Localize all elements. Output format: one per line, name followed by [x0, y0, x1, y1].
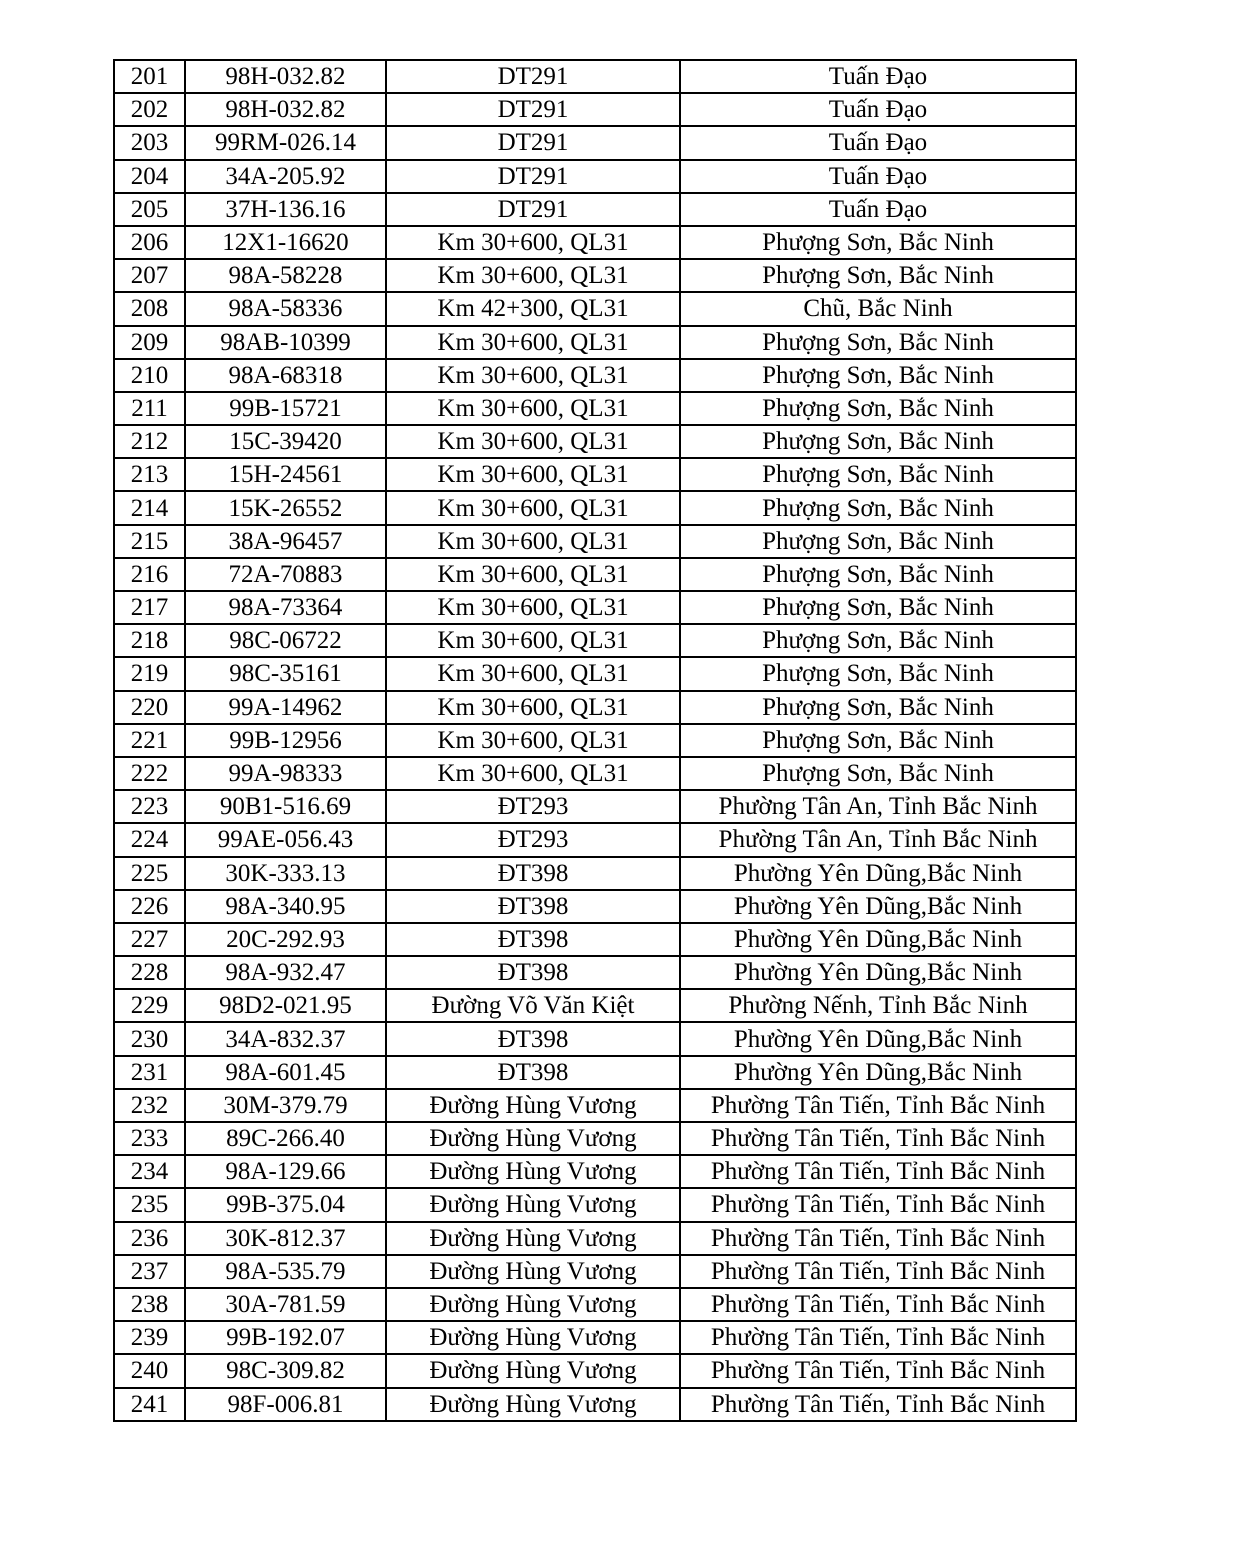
- road-location-cell: Đường Hùng Vương: [386, 1222, 680, 1255]
- license-plate-cell: 98A-58336: [185, 292, 386, 325]
- road-location-cell: Km 30+600, QL31: [386, 491, 680, 524]
- area-cell: Phường Tân Tiến, Tỉnh Bắc Ninh: [680, 1255, 1076, 1288]
- row-number-cell: 217: [114, 591, 185, 624]
- license-plate-cell: 98A-73364: [185, 591, 386, 624]
- table-row: [114, 292, 1076, 325]
- license-plate-cell: 30K-333.13: [185, 857, 386, 890]
- area-cell: Phượng Sơn, Bắc Ninh: [680, 491, 1076, 524]
- row-number-cell: 227: [114, 923, 185, 956]
- license-plate-cell: 98F-006.81: [185, 1388, 386, 1421]
- table-row: [114, 956, 1076, 989]
- area-cell: Phường Tân An, Tỉnh Bắc Ninh: [680, 790, 1076, 823]
- road-location-cell: DT291: [386, 93, 680, 126]
- table-row: [114, 1388, 1076, 1421]
- row-number-cell: 238: [114, 1288, 185, 1321]
- road-location-cell: ĐT293: [386, 790, 680, 823]
- table-row: [114, 491, 1076, 524]
- row-number-cell: 210: [114, 359, 185, 392]
- row-number-cell: 224: [114, 823, 185, 856]
- area-cell: Phường Tân Tiến, Tỉnh Bắc Ninh: [680, 1321, 1076, 1354]
- table-row: [114, 1354, 1076, 1387]
- violation-table: [113, 59, 1077, 1422]
- area-cell: Phường Tân Tiến, Tỉnh Bắc Ninh: [680, 1188, 1076, 1221]
- row-number-cell: 205: [114, 193, 185, 226]
- table-row: [114, 1022, 1076, 1055]
- license-plate-cell: 99B-375.04: [185, 1188, 386, 1221]
- row-number-cell: 203: [114, 126, 185, 159]
- table-row: [114, 757, 1076, 790]
- license-plate-cell: 98A-340.95: [185, 890, 386, 923]
- table-row: [114, 160, 1076, 193]
- area-cell: Phường Tân Tiến, Tỉnh Bắc Ninh: [680, 1155, 1076, 1188]
- area-cell: Phường Yên Dũng,Bắc Ninh: [680, 956, 1076, 989]
- row-number-cell: 218: [114, 624, 185, 657]
- license-plate-cell: 90B1-516.69: [185, 790, 386, 823]
- area-cell: Tuấn Đạo: [680, 160, 1076, 193]
- table-row: [114, 857, 1076, 890]
- road-location-cell: Đường Hùng Vương: [386, 1089, 680, 1122]
- road-location-cell: ĐT398: [386, 890, 680, 923]
- area-cell: Phượng Sơn, Bắc Ninh: [680, 425, 1076, 458]
- road-location-cell: Km 30+600, QL31: [386, 326, 680, 359]
- license-plate-cell: 15C-39420: [185, 425, 386, 458]
- row-number-cell: 233: [114, 1122, 185, 1155]
- row-number-cell: 225: [114, 857, 185, 890]
- row-number-cell: 234: [114, 1155, 185, 1188]
- area-cell: Phượng Sơn, Bắc Ninh: [680, 392, 1076, 425]
- area-cell: Phượng Sơn, Bắc Ninh: [680, 558, 1076, 591]
- table-row: [114, 591, 1076, 624]
- area-cell: Phường Tân An, Tỉnh Bắc Ninh: [680, 823, 1076, 856]
- area-cell: Phượng Sơn, Bắc Ninh: [680, 525, 1076, 558]
- road-location-cell: DT291: [386, 60, 680, 93]
- road-location-cell: ĐT398: [386, 956, 680, 989]
- table-row: [114, 890, 1076, 923]
- area-cell: Phường Yên Dũng,Bắc Ninh: [680, 890, 1076, 923]
- area-cell: Phường Yên Dũng,Bắc Ninh: [680, 1022, 1076, 1055]
- row-number-cell: 241: [114, 1388, 185, 1421]
- area-cell: Phường Nếnh, Tỉnh Bắc Ninh: [680, 989, 1076, 1022]
- table-row: [114, 1155, 1076, 1188]
- license-plate-cell: 98H-032.82: [185, 93, 386, 126]
- license-plate-cell: 30M-379.79: [185, 1089, 386, 1122]
- license-plate-cell: 15K-26552: [185, 491, 386, 524]
- road-location-cell: ĐT398: [386, 1056, 680, 1089]
- license-plate-cell: 89C-266.40: [185, 1122, 386, 1155]
- table-row: [114, 558, 1076, 591]
- license-plate-cell: 12X1-16620: [185, 226, 386, 259]
- table-row: [114, 790, 1076, 823]
- road-location-cell: ĐT398: [386, 857, 680, 890]
- table-row: [114, 1188, 1076, 1221]
- road-location-cell: ĐT398: [386, 923, 680, 956]
- area-cell: Tuấn Đạo: [680, 93, 1076, 126]
- table-row: [114, 1255, 1076, 1288]
- license-plate-cell: 99AE-056.43: [185, 823, 386, 856]
- area-cell: Phượng Sơn, Bắc Ninh: [680, 458, 1076, 491]
- license-plate-cell: 99B-192.07: [185, 1321, 386, 1354]
- road-location-cell: DT291: [386, 193, 680, 226]
- license-plate-cell: 98C-309.82: [185, 1354, 386, 1387]
- area-cell: Phượng Sơn, Bắc Ninh: [680, 724, 1076, 757]
- road-location-cell: Km 30+600, QL31: [386, 425, 680, 458]
- area-cell: Phượng Sơn, Bắc Ninh: [680, 226, 1076, 259]
- road-location-cell: DT291: [386, 160, 680, 193]
- license-plate-cell: 98A-58228: [185, 259, 386, 292]
- area-cell: Phượng Sơn, Bắc Ninh: [680, 591, 1076, 624]
- row-number-cell: 209: [114, 326, 185, 359]
- table-row: [114, 1222, 1076, 1255]
- table-row: [114, 392, 1076, 425]
- license-plate-cell: 99B-12956: [185, 724, 386, 757]
- road-location-cell: Km 30+600, QL31: [386, 591, 680, 624]
- road-location-cell: Km 30+600, QL31: [386, 691, 680, 724]
- row-number-cell: 213: [114, 458, 185, 491]
- table-row: [114, 989, 1076, 1022]
- area-cell: Phường Yên Dũng,Bắc Ninh: [680, 1056, 1076, 1089]
- license-plate-cell: 99A-98333: [185, 757, 386, 790]
- road-location-cell: Km 30+600, QL31: [386, 226, 680, 259]
- area-cell: Phượng Sơn, Bắc Ninh: [680, 359, 1076, 392]
- row-number-cell: 212: [114, 425, 185, 458]
- road-location-cell: Đường Hùng Vương: [386, 1188, 680, 1221]
- table-row: [114, 1122, 1076, 1155]
- road-location-cell: Km 30+600, QL31: [386, 657, 680, 690]
- table-row: [114, 624, 1076, 657]
- road-location-cell: Km 30+600, QL31: [386, 525, 680, 558]
- table-row: [114, 823, 1076, 856]
- license-plate-cell: 98H-032.82: [185, 60, 386, 93]
- row-number-cell: 204: [114, 160, 185, 193]
- road-location-cell: Đường Hùng Vương: [386, 1388, 680, 1421]
- table-row: [114, 226, 1076, 259]
- row-number-cell: 223: [114, 790, 185, 823]
- license-plate-cell: 99A-14962: [185, 691, 386, 724]
- table-row: [114, 93, 1076, 126]
- license-plate-cell: 30A-781.59: [185, 1288, 386, 1321]
- license-plate-cell: 99B-15721: [185, 392, 386, 425]
- road-location-cell: Đường Hùng Vương: [386, 1155, 680, 1188]
- row-number-cell: 222: [114, 757, 185, 790]
- table-row: [114, 60, 1076, 93]
- road-location-cell: Km 30+600, QL31: [386, 392, 680, 425]
- license-plate-cell: 98A-535.79: [185, 1255, 386, 1288]
- table-row: [114, 326, 1076, 359]
- row-number-cell: 221: [114, 724, 185, 757]
- table-row: [114, 458, 1076, 491]
- row-number-cell: 236: [114, 1222, 185, 1255]
- area-cell: Phượng Sơn, Bắc Ninh: [680, 326, 1076, 359]
- area-cell: Chũ, Bắc Ninh: [680, 292, 1076, 325]
- table-row: [114, 1056, 1076, 1089]
- license-plate-cell: 98A-129.66: [185, 1155, 386, 1188]
- license-plate-cell: 38A-96457: [185, 525, 386, 558]
- table-row: [114, 259, 1076, 292]
- row-number-cell: 216: [114, 558, 185, 591]
- row-number-cell: 208: [114, 292, 185, 325]
- road-location-cell: Km 30+600, QL31: [386, 259, 680, 292]
- area-cell: Tuấn Đạo: [680, 193, 1076, 226]
- row-number-cell: 206: [114, 226, 185, 259]
- license-plate-cell: 98C-35161: [185, 657, 386, 690]
- license-plate-cell: 98A-601.45: [185, 1056, 386, 1089]
- table-row: [114, 425, 1076, 458]
- road-location-cell: Km 30+600, QL31: [386, 624, 680, 657]
- area-cell: Phượng Sơn, Bắc Ninh: [680, 624, 1076, 657]
- area-cell: Phượng Sơn, Bắc Ninh: [680, 757, 1076, 790]
- table-row: [114, 1288, 1076, 1321]
- table-row: [114, 657, 1076, 690]
- road-location-cell: Km 30+600, QL31: [386, 458, 680, 491]
- row-number-cell: 207: [114, 259, 185, 292]
- license-plate-cell: 30K-812.37: [185, 1222, 386, 1255]
- area-cell: Tuấn Đạo: [680, 60, 1076, 93]
- license-plate-cell: 15H-24561: [185, 458, 386, 491]
- table-row: [114, 525, 1076, 558]
- row-number-cell: 214: [114, 491, 185, 524]
- license-plate-cell: 98D2-021.95: [185, 989, 386, 1022]
- row-number-cell: 220: [114, 691, 185, 724]
- road-location-cell: ĐT293: [386, 823, 680, 856]
- table-row: [114, 1321, 1076, 1354]
- road-location-cell: Km 42+300, QL31: [386, 292, 680, 325]
- row-number-cell: 228: [114, 956, 185, 989]
- row-number-cell: 230: [114, 1022, 185, 1055]
- row-number-cell: 231: [114, 1056, 185, 1089]
- road-location-cell: Km 30+600, QL31: [386, 757, 680, 790]
- road-location-cell: DT291: [386, 126, 680, 159]
- table-row: [114, 724, 1076, 757]
- area-cell: Tuấn Đạo: [680, 126, 1076, 159]
- row-number-cell: 201: [114, 60, 185, 93]
- table-row: [114, 691, 1076, 724]
- road-location-cell: Km 30+600, QL31: [386, 724, 680, 757]
- area-cell: Phượng Sơn, Bắc Ninh: [680, 259, 1076, 292]
- area-cell: Phường Tân Tiến, Tỉnh Bắc Ninh: [680, 1288, 1076, 1321]
- area-cell: Phường Tân Tiến, Tỉnh Bắc Ninh: [680, 1122, 1076, 1155]
- area-cell: Phượng Sơn, Bắc Ninh: [680, 657, 1076, 690]
- row-number-cell: 229: [114, 989, 185, 1022]
- road-location-cell: Đường Hùng Vương: [386, 1122, 680, 1155]
- table-body: [114, 60, 1076, 1421]
- road-location-cell: Đường Võ Văn Kiệt: [386, 989, 680, 1022]
- road-location-cell: Đường Hùng Vương: [386, 1321, 680, 1354]
- license-plate-cell: 34A-832.37: [185, 1022, 386, 1055]
- area-cell: Phường Tân Tiến, Tỉnh Bắc Ninh: [680, 1354, 1076, 1387]
- road-location-cell: Km 30+600, QL31: [386, 359, 680, 392]
- license-plate-cell: 20C-292.93: [185, 923, 386, 956]
- license-plate-cell: 99RM-026.14: [185, 126, 386, 159]
- road-location-cell: ĐT398: [386, 1022, 680, 1055]
- road-location-cell: Đường Hùng Vương: [386, 1255, 680, 1288]
- table-row: [114, 923, 1076, 956]
- license-plate-cell: 98C-06722: [185, 624, 386, 657]
- row-number-cell: 215: [114, 525, 185, 558]
- row-number-cell: 211: [114, 392, 185, 425]
- area-cell: Phường Tân Tiến, Tỉnh Bắc Ninh: [680, 1222, 1076, 1255]
- road-location-cell: Đường Hùng Vương: [386, 1354, 680, 1387]
- license-plate-cell: 98A-932.47: [185, 956, 386, 989]
- row-number-cell: 232: [114, 1089, 185, 1122]
- area-cell: Phường Yên Dũng,Bắc Ninh: [680, 923, 1076, 956]
- road-location-cell: Đường Hùng Vương: [386, 1288, 680, 1321]
- area-cell: Phường Tân Tiến, Tỉnh Bắc Ninh: [680, 1089, 1076, 1122]
- row-number-cell: 226: [114, 890, 185, 923]
- row-number-cell: 237: [114, 1255, 185, 1288]
- table-row: [114, 126, 1076, 159]
- row-number-cell: 202: [114, 93, 185, 126]
- area-cell: Phường Tân Tiến, Tỉnh Bắc Ninh: [680, 1388, 1076, 1421]
- row-number-cell: 240: [114, 1354, 185, 1387]
- table-row: [114, 193, 1076, 226]
- area-cell: Phượng Sơn, Bắc Ninh: [680, 691, 1076, 724]
- road-location-cell: Km 30+600, QL31: [386, 558, 680, 591]
- license-plate-cell: 72A-70883: [185, 558, 386, 591]
- table-row: [114, 1089, 1076, 1122]
- license-plate-cell: 34A-205.92: [185, 160, 386, 193]
- license-plate-cell: 98AB-10399: [185, 326, 386, 359]
- table-row: [114, 359, 1076, 392]
- row-number-cell: 239: [114, 1321, 185, 1354]
- area-cell: Phường Yên Dũng,Bắc Ninh: [680, 857, 1076, 890]
- license-plate-cell: 98A-68318: [185, 359, 386, 392]
- license-plate-cell: 37H-136.16: [185, 193, 386, 226]
- row-number-cell: 219: [114, 657, 185, 690]
- row-number-cell: 235: [114, 1188, 185, 1221]
